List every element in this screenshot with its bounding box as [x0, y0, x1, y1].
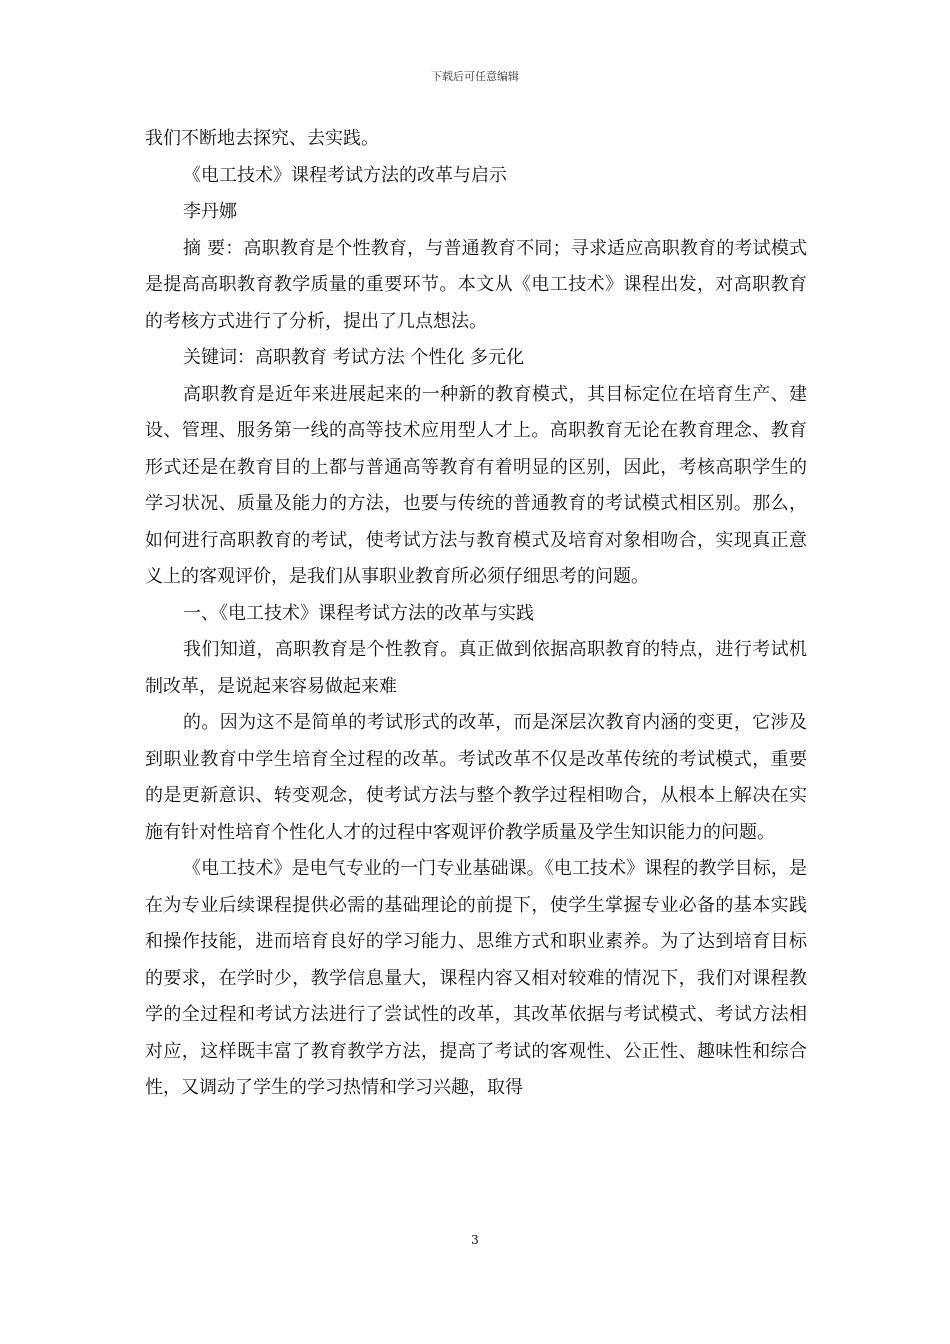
document-body — [145, 121, 807, 1107]
keywords: 关键词：高职教育 考试方法 个性化 多元化 — [183, 347, 525, 368]
paragraph: 《电工技术》是电气专业的一门专业基础课。《电工技术》课程的教学目标，是在为专业后续课程提供必需的基础理论的前提下，使学生掌握专业必备的基本实践和操作技能，进而培育良好的学习能力、思维方式和职业素养。为了达到培育目标的要求，在学时少，教学信息量大，课程内容又相对较难的情况下，我们对课程教学的全过程和考试方法进行了尝试性的改革，其改革依据与考试模式、考试方法相对应，这样既丰富了教育教学方法，提高了考试的客观性、公正性、趣味性和综合性，又调动了学生的学习热情和学习兴趣，取得 — [145, 858, 807, 1098]
paragraph: 高职教育是近年来进展起来的一种新的教育模式，其目标定位在培育生产、建设、管理、服务第一线的高等技术应用型人才上。高职教育无论在教育理念、教育形式还是在教育目的上都与普通高等教育有着明显的区别，因此，考核高职学生的学习状况、质量及能力的方法，也要与传统的普通教育的考试模式相区别。那么，如何进行高职教育的考试，使考试方法与教育模式及培育对象相吻合，实现真正意义上的客观评价，是我们从事职业教育所必须仔细思考的问题。 — [145, 383, 807, 587]
page-header: 下载后可任意编辑 — [431, 70, 519, 83]
paragraph: 的。因为这不是简单的考试形式的改革，而是深层次教育内涵的变更，它涉及到职业教育中学生培育全过程的改革。考试改革不仅是改革传统的考试模式，重要的是更新意识、转变观念，使考试方法与整个教学过程相吻合，从根本上解决在实施有针对性培育个性化人才的过程中客观评价教学质量及学生知识能力的问题。 — [145, 712, 807, 843]
author-name: 李丹娜 — [183, 201, 237, 222]
section-heading: 一、《电工技术》课程考试方法的改革与实践 — [183, 602, 534, 624]
paragraph: 我们知道，高职教育是个性教育。真正做到依据高职教育的特点，进行考试机制改革，是说起来容易做起来难 — [145, 639, 807, 697]
article-title: 《电工技术》课程考试方法的改革与启示 — [183, 164, 507, 186]
page-number: 3 — [471, 1233, 479, 1247]
paragraph: 我们不断地去探究、去实践。 — [145, 128, 379, 149]
abstract: 摘 要：高职教育是个性教育，与普通教育不同；寻求适应高职教育的考试模式是提高高职教育教学质量的重要环节。本文从《电工技术》课程出发，对高职教育的考核方式进行了分析，提出了几点想法。 — [145, 237, 807, 332]
